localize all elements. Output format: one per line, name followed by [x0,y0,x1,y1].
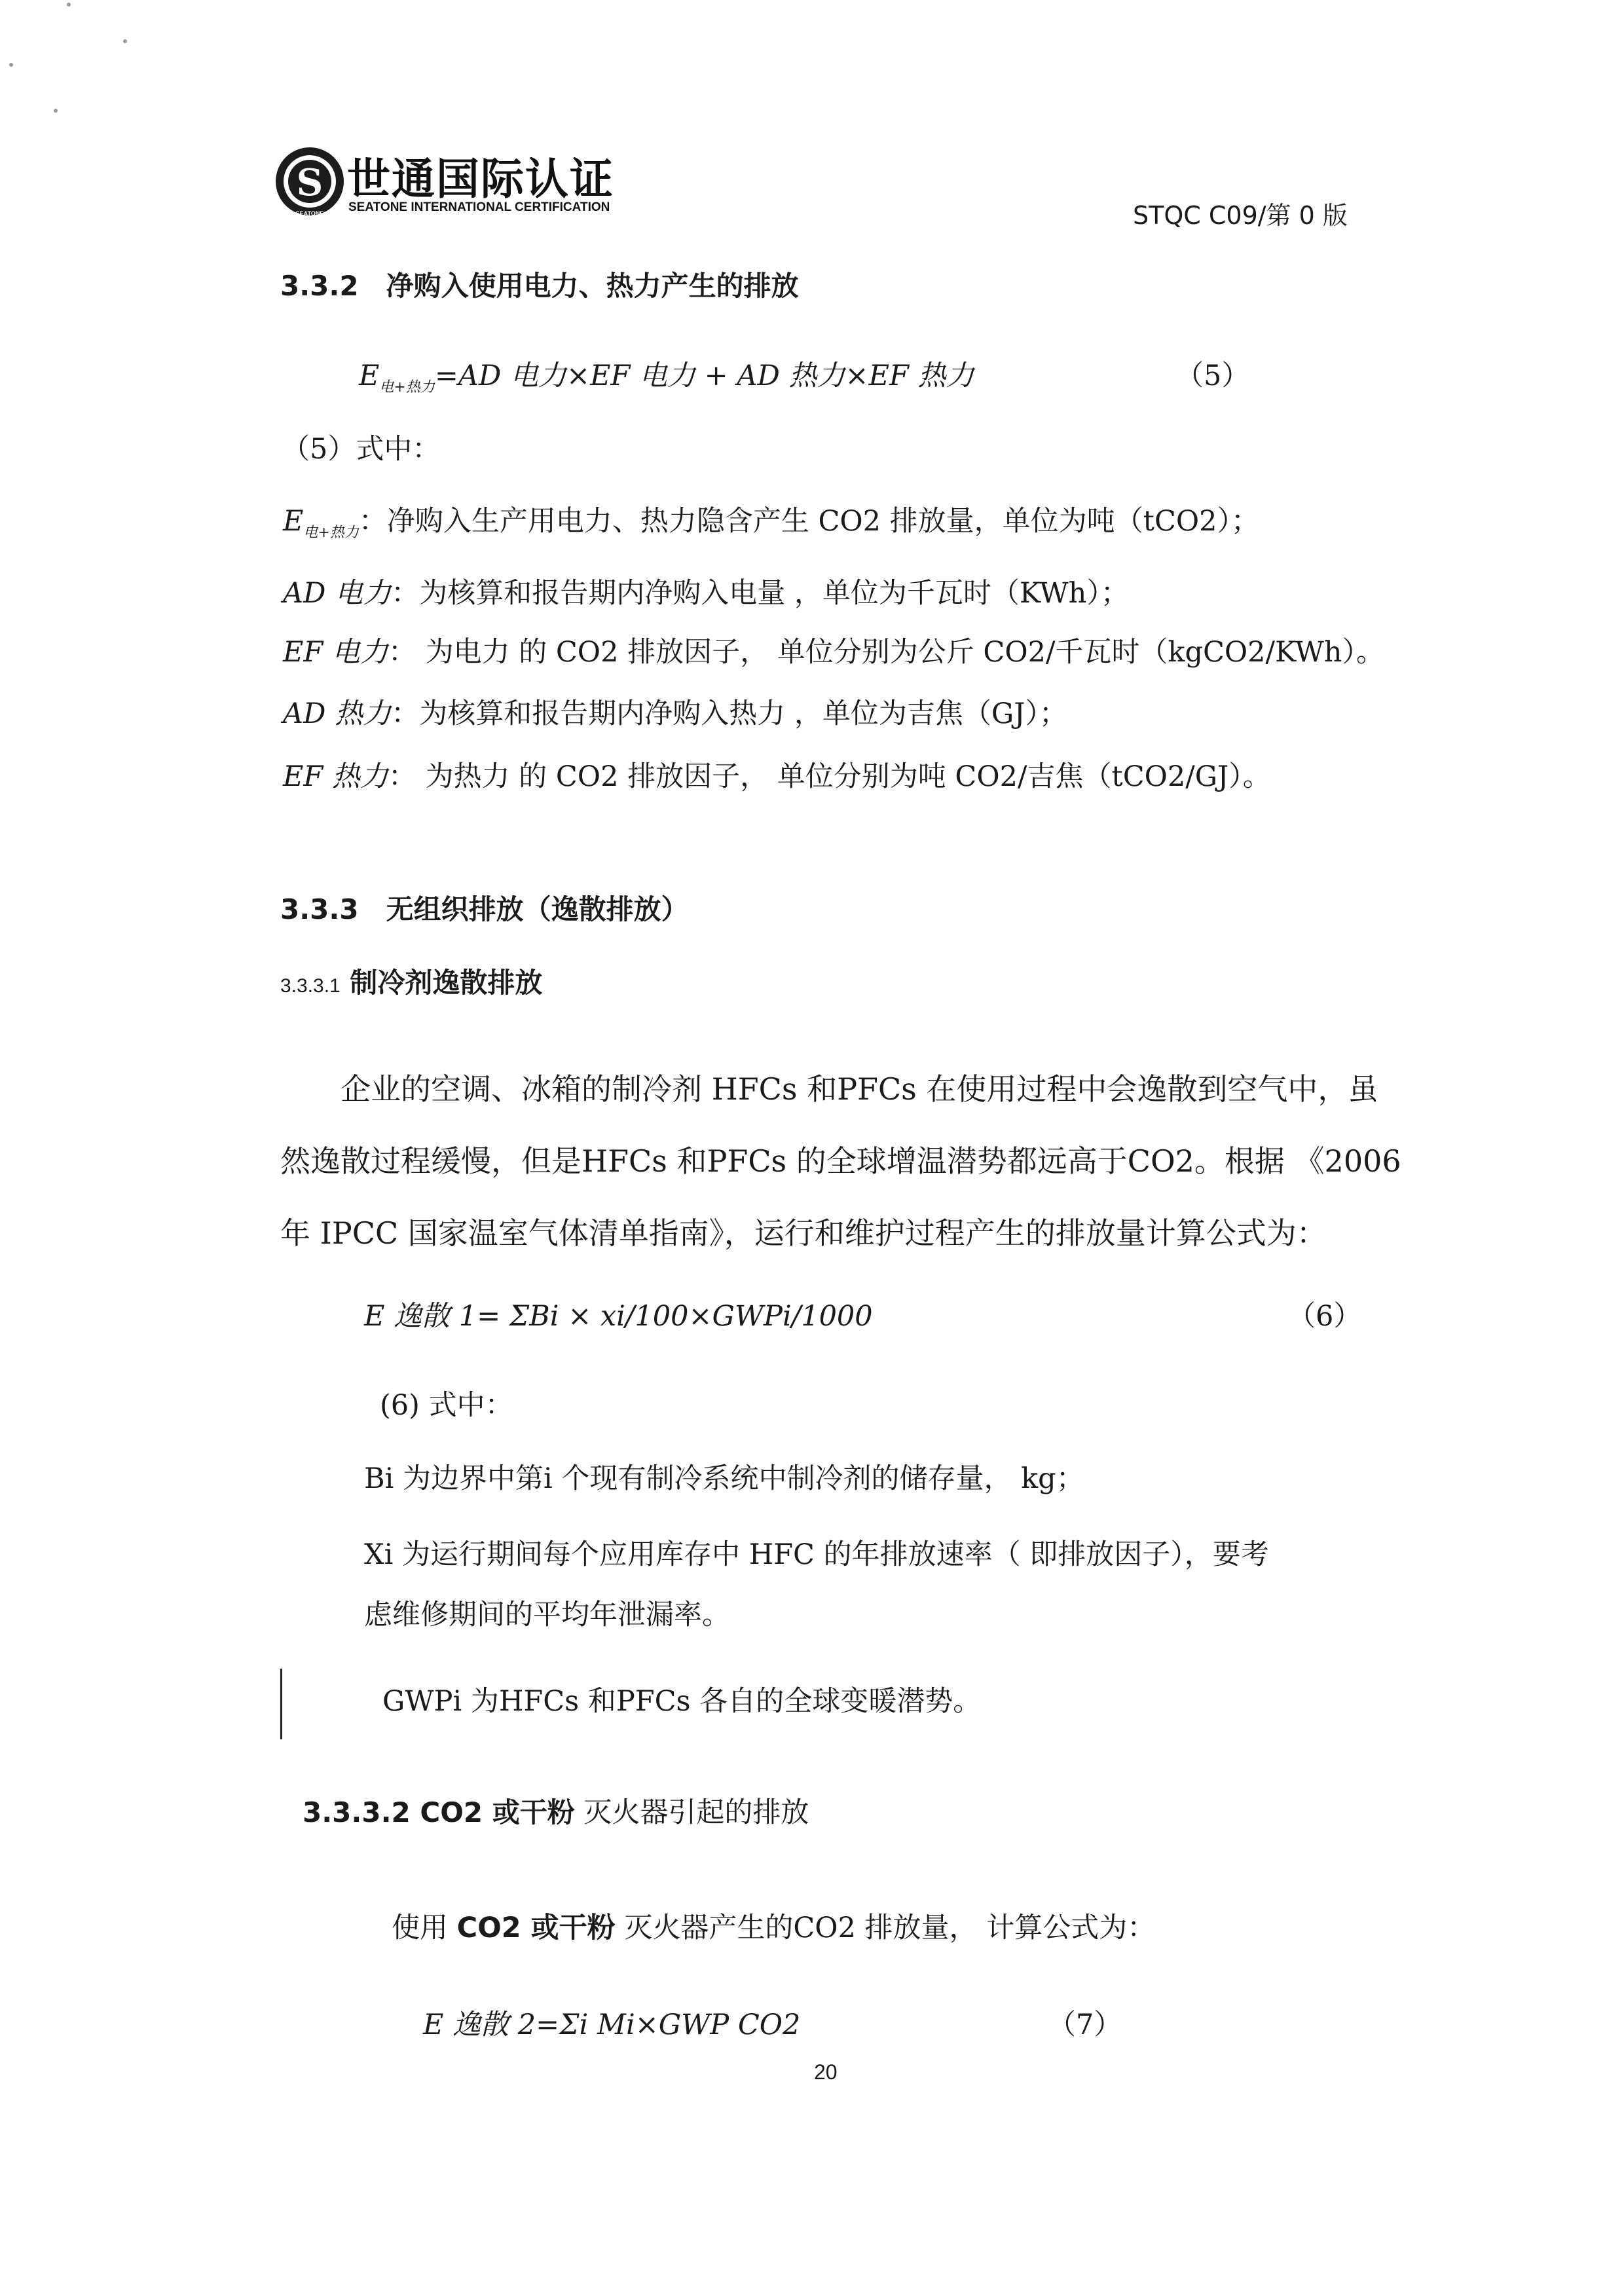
scan-speck [123,39,127,43]
svg-text:SEATONE: SEATONE [295,210,324,217]
company-name-en: SEATONE INTERNATIONAL CERTIFICATION [348,200,610,214]
definition-term-subscript: 电+热力 [303,525,359,541]
definition-term: EF 热力 [283,760,388,793]
where-label-6: (6) 式中： [380,1389,513,1422]
definition-gwpi: GWPi 为HFCs 和PFCs 各自的全球变暖潜势。 [382,1685,982,1718]
definition-text: ： 为电力 的 CO2 排放因子， 单位分别为公斤 CO2/千瓦时（kgCO2/KWh）。 [388,636,1384,669]
formula-7: E 逸散 2=Σi Mi×GWP CO2 [423,2009,801,2041]
company-seal-logo [274,143,346,220]
subsection-title-bold: CO2 或干粉 [420,1796,575,1828]
equation-number-6: （6） [1287,1300,1362,1333]
subsection-heading-3-3-3-1 [280,961,542,1001]
definition-text: ：净购入生产用电力、热力隐含产生 CO2 排放量，单位为吨（tCO2）； [358,505,1259,538]
formula-5-subscript: 电+热力 [379,379,435,396]
subsection-title: 制冷剂逸散排放 [350,967,543,999]
equation-number-5: （5） [1175,360,1250,392]
text-bold: CO2 [456,1912,521,1944]
definition-ad-heat [283,692,1067,731]
where-label-5: （5）式中： [282,433,441,466]
definition-bi: Bi 为边界中第i 个现有制冷系统中制冷剂的储存量， kg； [364,1462,1084,1495]
subsection-number: 3.3.3.2 [303,1796,411,1828]
scan-speck [54,109,58,113]
paragraph-extinguisher [392,1906,1155,1946]
section-heading-3-3-3: 3.3.3 无组织排放（逸散排放） [280,893,689,925]
scan-speck [67,3,71,7]
definition-ef-heat [283,754,1271,794]
paragraph-line: 企业的空调、冰箱的制冷剂 HFCs 和PFCs 在使用过程中会逸散到空气中，虽 [280,1071,1378,1107]
definition-text: ：为核算和报告期内净购入热力 ，单位为吉焦（GJ）； [391,697,1067,730]
definition-text: ：为核算和报告期内净购入电量 ，单位为千瓦时（KWh）； [391,577,1129,610]
formula-6: E 逸散 1= ΣBi × xi/100×GWPi/1000 [364,1300,873,1333]
formula-5-e: E [359,360,380,392]
paragraph-refrigerant [280,1053,1401,1269]
document-code: STQC C09/第 0 版 [1133,201,1348,230]
definition-text: ： 为热力 的 CO2 排放因子， 单位分别为吨 CO2/吉焦（tCO2/GJ）。 [388,760,1271,793]
definition-term: AD 热力 [283,697,392,730]
definition-e-heat [283,499,1259,542]
equation-number-7: （7） [1048,2009,1122,2041]
definition-xi-line1: Xi 为运行期间每个应用库存中 HFC 的年排放速率（ 即排放因子），要考 [364,1538,1269,1571]
formula-5 [359,354,974,396]
svg-text:S: S [296,161,323,204]
subsection-number: 3.3.3.1 [280,975,341,997]
subsection-title-rest: 灭火器引起的排放 [574,1796,809,1829]
section-heading-3-3-2: 3.3.2 净购入使用电力、热力产生的排放 [280,270,799,302]
definition-term: EF 电力 [283,636,388,669]
page-number: 20 [814,2060,838,2084]
company-name-cn: 世通国际认证 [347,154,614,204]
text-bold: 或干粉 [521,1912,616,1944]
text: 使用 [392,1912,457,1944]
paragraph-line: 年 IPCC 国家温室气体清单指南》，运行和维护过程产生的排放量计算公式为： [280,1215,1327,1251]
definition-term: AD 电力 [283,577,392,610]
formula-5-body: =AD 电力×EF 电力 + AD 热力×EF 热力 [434,360,974,392]
text: 灭火器产生的CO2 排放量， 计算公式为： [615,1912,1156,1944]
definition-term: E [283,505,304,538]
scan-speck [9,63,13,67]
paragraph-line: 然逸散过程缓慢，但是HFCs 和PFCs 的全球增温潜势都远高于CO2。根据 《2006 [280,1143,1401,1179]
definition-ef-electricity [283,630,1384,670]
subsection-heading-3-3-3-2 [303,1790,809,1830]
definition-xi-line2: 虑维修期间的平均年泄漏率。 [364,1599,730,1631]
revision-change-bar [280,1669,282,1739]
definition-ad-electricity [283,571,1129,611]
